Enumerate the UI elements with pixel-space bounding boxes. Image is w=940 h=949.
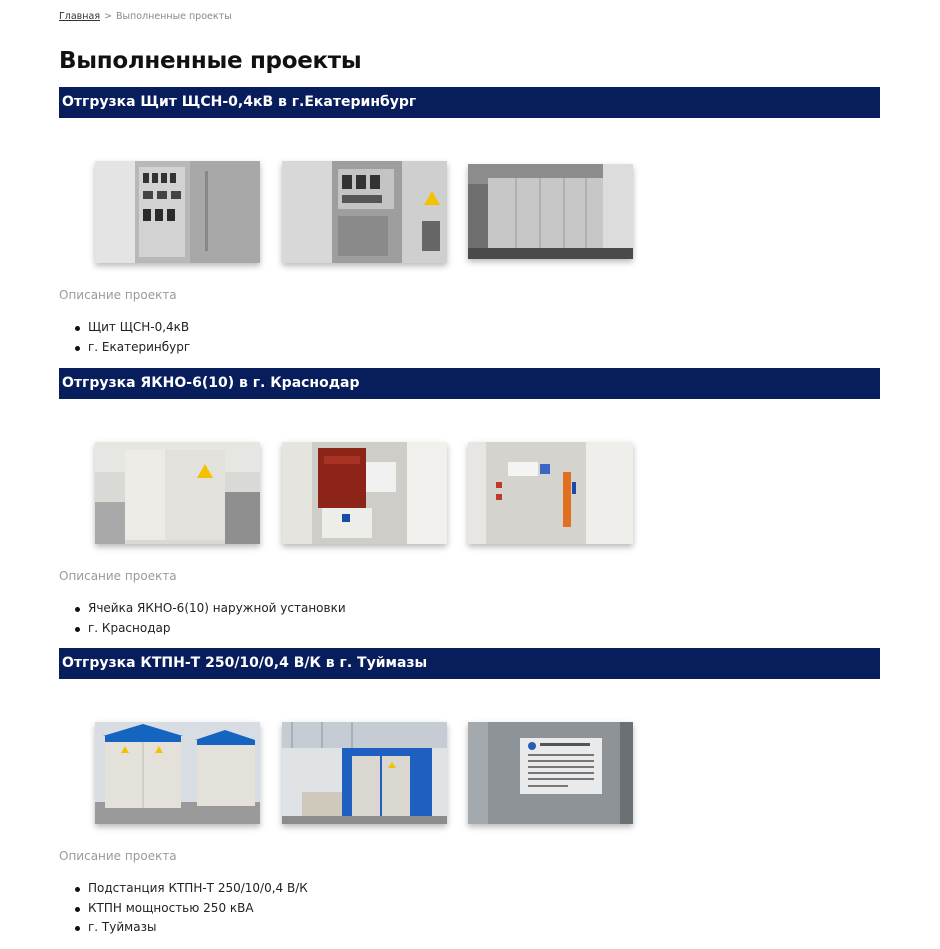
list-item: Ячейка ЯКНО-6(10) наружной установки bbox=[88, 599, 880, 619]
project-gallery bbox=[59, 399, 880, 549]
project-photo[interactable] bbox=[95, 442, 260, 544]
breadcrumb-current: Выполненные проекты bbox=[116, 11, 232, 22]
project-photo[interactable] bbox=[468, 164, 633, 259]
project-photo[interactable] bbox=[95, 722, 260, 824]
project-title: Отгрузка КТПН-Т 250/10/0,4 В/К в г. Туймазы bbox=[59, 648, 880, 679]
list-item: г. Екатеринбург bbox=[88, 338, 880, 358]
description-label: Описание проекта bbox=[59, 569, 177, 583]
list-item: КТПН мощностью 250 кВА bbox=[88, 899, 880, 919]
list-item: Щит ЩСН-0,4кВ bbox=[88, 318, 880, 338]
project-details-list bbox=[59, 318, 880, 357]
list-item: г. Краснодар bbox=[88, 619, 880, 639]
project-section bbox=[59, 368, 880, 638]
project-title: Отгрузка Щит ЩСН-0,4кВ в г.Екатеринбург bbox=[59, 87, 880, 118]
project-gallery bbox=[59, 679, 880, 829]
project-section bbox=[59, 648, 880, 938]
project-photo[interactable] bbox=[282, 722, 447, 824]
list-item: Подстанция КТПН-Т 250/10/0,4 В/К bbox=[88, 879, 880, 899]
project-photo[interactable] bbox=[468, 442, 633, 544]
project-details-list bbox=[59, 879, 880, 938]
breadcrumb-home-link[interactable]: Главная bbox=[59, 11, 101, 22]
page-title: Выполненные проекты bbox=[59, 48, 362, 74]
description-label: Описание проекта bbox=[59, 849, 177, 863]
project-photo[interactable] bbox=[95, 161, 260, 263]
project-section bbox=[59, 87, 880, 357]
project-photo[interactable] bbox=[468, 722, 633, 824]
list-item: г. Туймазы bbox=[88, 918, 880, 938]
breadcrumb bbox=[59, 11, 232, 22]
project-title: Отгрузка ЯКНО-6(10) в г. Краснодар bbox=[59, 368, 880, 399]
breadcrumb-separator: > bbox=[104, 11, 113, 22]
project-gallery bbox=[59, 118, 880, 268]
project-photo[interactable] bbox=[282, 442, 447, 544]
description-label: Описание проекта bbox=[59, 288, 177, 302]
project-photo[interactable] bbox=[282, 161, 447, 263]
project-details-list bbox=[59, 599, 880, 638]
